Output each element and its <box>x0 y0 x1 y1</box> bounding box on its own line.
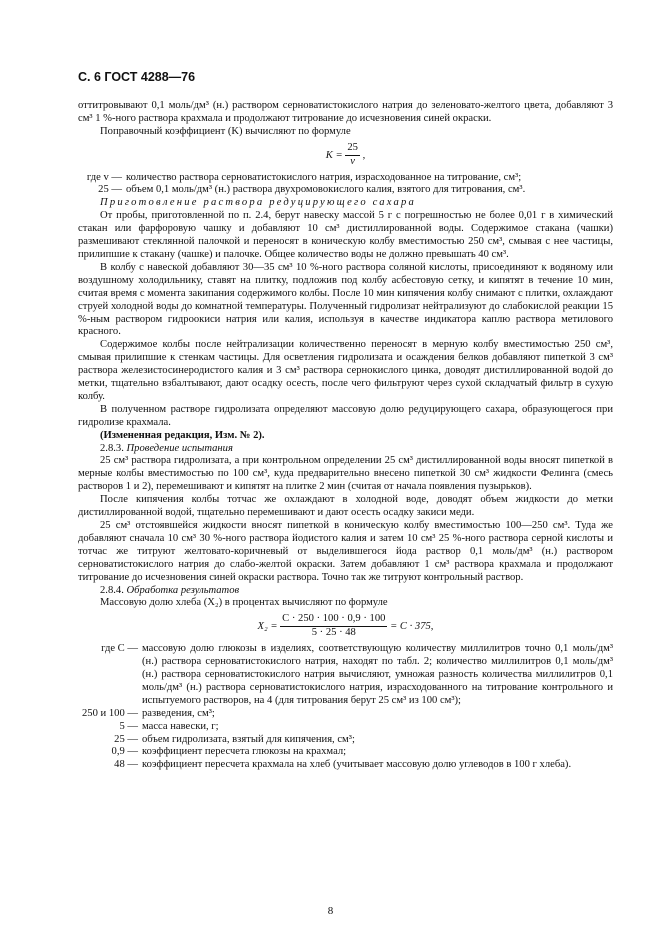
page-number: 8 <box>327 905 334 917</box>
paragraph-2: Поправочный коэффициент (K) вычисляют по формуле <box>100 125 351 137</box>
edit-note: (Измененная редакция, Изм. № 2). <box>100 429 265 441</box>
formula-x2-denominator: 5 · 25 · 48 <box>311 627 356 639</box>
def-key: 25 — <box>98 184 122 196</box>
definitions-x2 <box>78 643 613 772</box>
def-value: разведения, см³; <box>142 707 215 719</box>
def-key: 0,9 — <box>111 746 138 758</box>
def-key: 5 — <box>119 720 138 732</box>
formula-x2-tail: = C · 375, <box>390 621 434 633</box>
paragraph-8: После кипячения колбы тотчас же охлаждают в холодной воде, доводят объем жидкости до метки дистиллированной водой, тщательно перемешивают и дают осесть осадку закиси меди. <box>78 494 613 519</box>
formula-x2-lhs: X₂ = <box>257 621 278 633</box>
paragraph-9: 25 см³ отстоявшейся жидкости вносят пипеткой в коническую колбу вместимостью 100—250 см³. Туда же добавляют сначала 10 см³ 30 %-ного раствора йодистого калия и затем 10 см³ 25 %-ного раствора серной кислоты и тотчас же титруют желтовато-коричневый от выделившегося йода раствор 0,1 моль/дм³ (н.) раствором серноватистокислого натрия до слабо-желтой окраски. Затем добавляют 1 см³ раствора крахмала и продолжают титрование до исчезновения синей окраски раствора. Точно так же титруют контрольный раствор. <box>78 520 613 583</box>
formula-k-denominator: v <box>350 155 355 167</box>
formula-k-tail: , <box>362 149 366 161</box>
document-body <box>78 100 613 772</box>
section-2-8-3 <box>78 443 613 456</box>
section-number: 2.8.4. <box>100 584 124 596</box>
section-2-8-4 <box>78 585 613 598</box>
def-key: где C — <box>101 643 138 655</box>
formula-k-fraction <box>345 142 360 169</box>
section-title: Обработка результатов <box>126 584 240 596</box>
def-value: объем 0,1 моль/дм³ (н.) раствора двухромовокислого калия, взятого для титрования, см³. <box>126 184 526 196</box>
paragraph-4: В колбу с навеской добавляют 30—35 см³ 10 %-ного раствора соляной кислоты, присоединяют к водяному или воздушному холодильнику, ставят на плитку, подложив под колбу асбестовую сетку, и кипятят в течение 10 мин, считая время с момента закипания содержимого колбы. После 10 мин кипячения колбу снимают с плитки, охлаждают струей холодной воды до комнатной температуры. Полученный гидролизат нейтрализуют до слабокислой реакции 15 %-ным раствором гидроокиси натрия или калия, используя в качестве индикатора каплю раствора метилового красного. <box>78 261 613 338</box>
formula-x2 <box>78 613 613 640</box>
formula-k-lhs: K = <box>325 149 343 161</box>
def-value: массовую долю глюкозы в изделиях, соответствующую количеству миллилитров точно 0,1 моль/дм³ (н.) раствора серноватистокислого натрия, находят по табл. 2; количество миллилитров 0,1 моль/дм³ (н.) раствора серноватистокислого натрия вычисляют, умножая разность количества миллилитров 0,1 моль/дм³ (н.) раствора серноватистокислого натрия, израсходованного на титрование контрольного и испытуемого растворов, на 4 (для титрования берут 25 см³ из 100 см³); <box>142 643 613 706</box>
def-value: объем гидролизата, взятый для кипячения, см³; <box>142 733 355 745</box>
def-value: количество раствора серноватистокислого натрия, израсходованное на титрование, см³; <box>126 171 522 183</box>
formula-k-numerator: 25 <box>345 142 360 156</box>
paragraph-6: В полученном растворе гидролизата определяют массовую долю редуцирующего сахара, образующегося при гидролизе крахмала. <box>78 403 613 428</box>
paragraph-1: оттитровывают 0,1 моль/дм³ (н.) раствором серноватистокислого натрия до зеленовато-желтого цвета, добавляют 3 см³ 1 %-ного раствора крахмала и продолжают титрование до исчезновения синей окраски. <box>78 100 613 124</box>
formula-k <box>78 142 613 169</box>
section-title: Проведение испытания <box>126 442 233 454</box>
paragraph-3: От пробы, приготовленной по п. 2.4, берут навеску массой 5 г с погрешностью не более 0,01 г в химический стакан или фарфоровую чашку и добавляют 10 см³ дистиллированной воды. Содержимое стакана (чашки) размешивают стеклянной палочкой и переносят в коническую колбу вместимостью 250 см³, смывая с нее частицы, прилипшие к стакану (чашке) и палочке. Общее количество воды не должно превышать 40 см³. <box>78 210 613 260</box>
formula-x2-fraction <box>280 613 387 640</box>
def-key: где v — <box>86 171 122 183</box>
page-header: С. 6 ГОСТ 4288—76 <box>78 70 196 84</box>
definitions-k <box>78 172 613 198</box>
paragraph-7: 25 см³ раствора гидролизата, а при контрольном определении 25 см³ дистиллированной воды вносят пипеткой в мерные колбы вместимостью по 100 см³, куда предварительно внесено пипеткой 30 см³ жидкости Фелинга (смесь растворов 1 и 2), перемешивают и кипятят на плитке 2 мин (считая от начала появления пузырьков). <box>78 455 613 493</box>
def-value: коэффициент пересчета крахмала на хлеб (учитывает массовую долю углеводов в 100 г хлеба). <box>142 759 572 771</box>
section-number: 2.8.3. <box>100 442 124 454</box>
def-value: коэффициент пересчета глюкозы на крахмал; <box>142 746 347 758</box>
def-key: 250 и 100 — <box>82 707 138 719</box>
paragraph-5: Содержимое колбы после нейтрализации количественно переносят в мерную колбу вместимостью 250 см³, смывая прилипшие к стенкам частицы. Для осветления гидролизата и осаждения белков добавляют пипеткой 3 см³ раствора железистосинеродистого калия и 3 см³ раствора сернокислого цинка, доводят дистиллированной водой до метки, тщательно взбалтывают, дают осадку осесть, после чего фильтруют через сухой складчатый фильтр в сухую колбу. <box>78 339 613 402</box>
def-key: 48 — <box>114 759 138 771</box>
paragraph-10: Массовую долю хлеба (X₂) в процентах вычисляют по формуле <box>100 597 388 609</box>
def-key: 25 — <box>114 733 138 745</box>
formula-x2-numerator: C · 250 · 100 · 0,9 · 100 <box>280 613 387 627</box>
section-heading-preparation: Приготовление раствора редуцирующего сахара <box>100 197 417 209</box>
def-value: масса навески, г; <box>142 720 219 732</box>
